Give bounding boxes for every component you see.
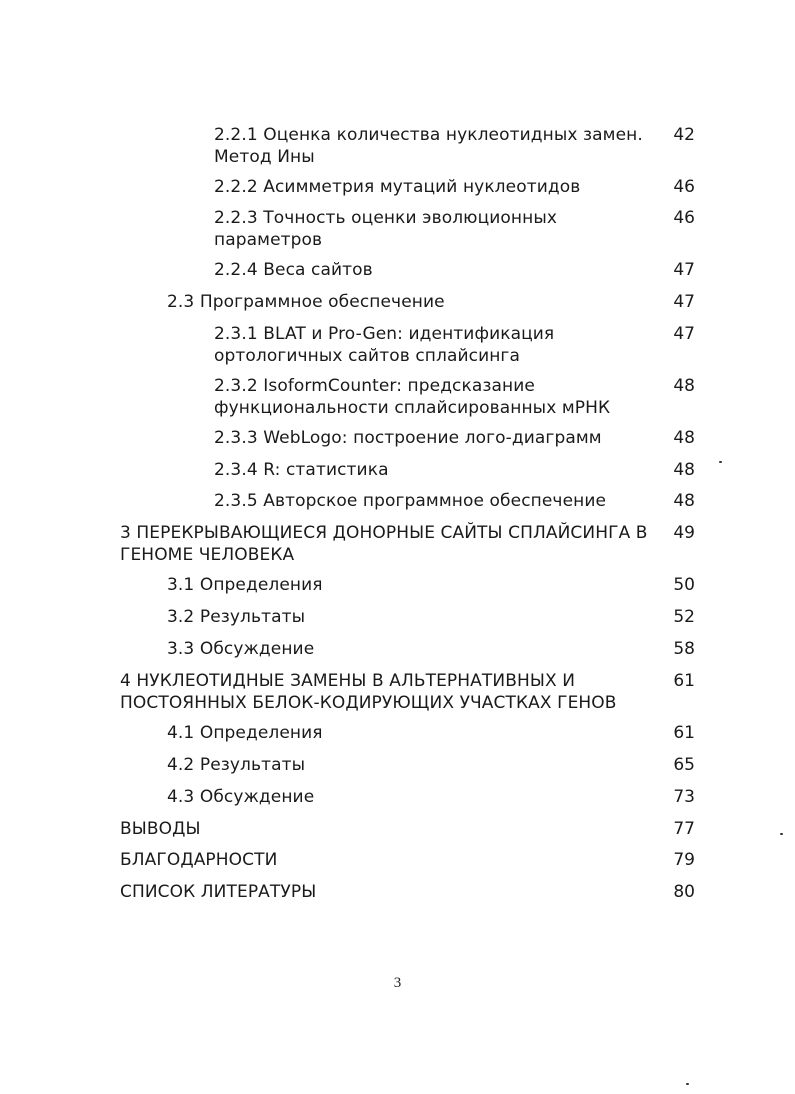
toc-entry-title: СПИСОК ЛИТЕРАТУРЫ	[120, 882, 317, 902]
toc-entry-title: 2.3.3 WebLogo: построение лого-диаграмм	[214, 428, 602, 448]
toc-entry-title: 3.2 Результаты	[167, 607, 306, 627]
toc-entry	[167, 722, 657, 744]
toc-entry-page: 48	[673, 491, 695, 511]
toc-entry	[120, 670, 665, 714]
toc-entry	[167, 786, 657, 808]
toc-entry-page: 61	[673, 671, 695, 691]
toc-entry	[214, 176, 664, 198]
toc-entry	[214, 124, 664, 168]
toc-entry-page: 52	[673, 607, 695, 627]
toc-entry	[214, 375, 634, 419]
toc-entry-page: 47	[673, 260, 695, 280]
scan-speck	[686, 1083, 689, 1085]
toc-entry-page: 47	[673, 292, 695, 312]
toc-entry-page: 50	[673, 575, 695, 595]
toc-entry	[167, 291, 657, 313]
toc-entry-title: 2.2.4 Веса сайтов	[214, 260, 373, 280]
toc-entry-title: ВЫВОДЫ	[120, 819, 201, 839]
toc-entry-title: 3.3 Обсуждение	[167, 639, 315, 659]
toc-entry	[120, 818, 665, 840]
toc-entry-title: 2.3.4 R: статистика	[214, 460, 389, 480]
toc-entry-page: 61	[673, 723, 695, 743]
toc-entry-title: 4 НУКЛЕОТИДНЫЕ ЗАМЕНЫ В АЛЬТЕРНАТИВНЫХ И ПОСТОЯННЫХ БЕЛОК-КОДИРУЮЩИХ УЧАСТКАХ ГЕНОВ	[120, 671, 617, 713]
toc-entry-page: 48	[673, 376, 695, 396]
scan-speck	[780, 833, 783, 835]
toc-entry-page: 49	[673, 523, 695, 543]
toc-entry-title: 3 ПЕРЕКРЫВАЮЩИЕСЯ ДОНОРНЫЕ САЙТЫ СПЛАЙСИНГА В ГЕНОМЕ ЧЕЛОВЕКА	[120, 523, 648, 565]
page-number: 3	[393, 975, 402, 991]
toc-entry	[120, 522, 665, 566]
toc-entry	[214, 459, 664, 481]
toc-entry	[167, 638, 657, 660]
toc-entry-page: 48	[673, 460, 695, 480]
toc-entry	[214, 207, 594, 251]
toc-entry-page: 77	[673, 819, 695, 839]
toc-entry-title: 2.3.5 Авторское программное обеспечение	[214, 491, 607, 511]
toc-entry-page: 47	[673, 324, 695, 344]
toc-entry-title: 2.3.1 BLAT и Pro-Gen: идентификация ортологичных сайтов сплайсинга	[214, 324, 555, 366]
toc-entry-page: 58	[673, 639, 695, 659]
toc-entry	[214, 427, 664, 449]
toc-entry	[214, 259, 664, 281]
toc-entry-page: 46	[673, 177, 695, 197]
toc-entry-title: 3.1 Определения	[167, 575, 323, 595]
toc-entry-page: 42	[673, 125, 695, 145]
toc-entry-title: 2.3 Программное обеспечение	[167, 292, 445, 312]
toc-entry-page: 79	[673, 850, 695, 870]
toc-entry	[120, 881, 665, 903]
toc-entry	[167, 574, 657, 596]
toc-entry-page: 73	[673, 787, 695, 807]
toc-entry-title: 4.3 Обсуждение	[167, 787, 315, 807]
toc-entry-title: 2.3.2 IsoformCounter: предсказание функциональности сплайсированных мРНК	[214, 376, 611, 418]
toc-entry-page: 65	[673, 755, 695, 775]
toc-entry-page: 46	[673, 208, 695, 228]
toc-entry-title: 4.2 Результаты	[167, 755, 306, 775]
toc-entry	[167, 754, 657, 776]
toc-entry-title: БЛАГОДАРНОСТИ	[120, 850, 278, 870]
toc-entry-title: 2.2.2 Асимметрия мутаций нуклеотидов	[214, 177, 581, 197]
toc-entry-title: 2.2.1 Оценка количества нуклеотидных замен. Метод Ины	[214, 125, 643, 167]
toc-entry-page: 80	[673, 882, 695, 902]
toc-entry	[214, 323, 594, 367]
toc-entry	[167, 606, 657, 628]
toc-entry-page: 48	[673, 428, 695, 448]
toc-entry	[214, 490, 664, 512]
scan-speck	[719, 461, 722, 463]
toc-entry	[120, 849, 665, 871]
toc-entry-title: 4.1 Определения	[167, 723, 323, 743]
toc-entry-title: 2.2.3 Точность оценки эволюционных параметров	[214, 208, 558, 250]
